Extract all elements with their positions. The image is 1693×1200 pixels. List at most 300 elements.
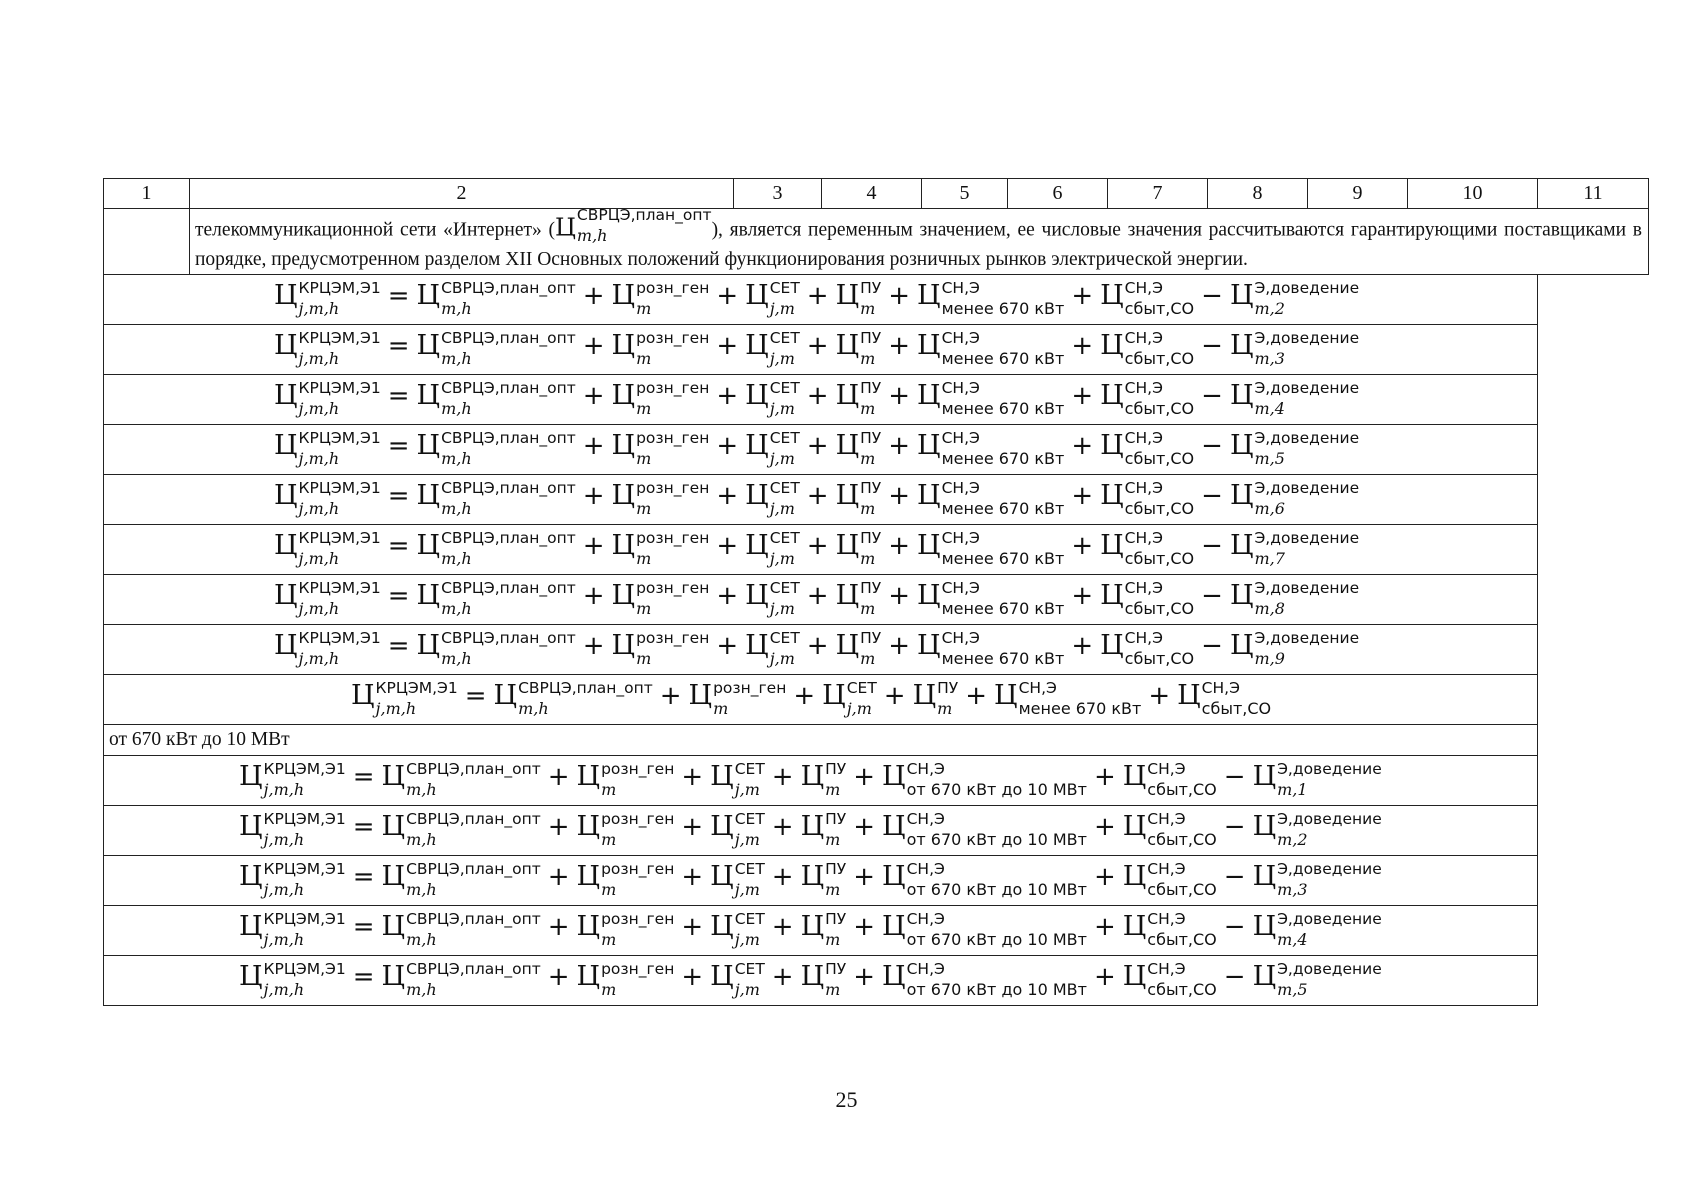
script-pair [636,279,710,318]
subscript: m,4 [1277,929,1308,949]
price-symbol: Ц [745,530,769,562]
subscript: j,m,h [298,448,340,468]
generation-term [611,279,710,318]
script-pair [1147,960,1217,999]
price-symbol: Ц [1252,811,1277,843]
script-pair [406,810,541,849]
formula-row [104,624,1649,674]
plus-sign: + [853,912,876,943]
script-pair [713,679,787,718]
price-symbol: Ц [576,811,601,843]
subscript: j,m [769,298,795,318]
plus-sign: + [771,862,794,893]
script-pair [906,960,1087,999]
subscript: от 670 кВт до 10 МВт [906,779,1087,799]
script-pair [263,910,346,949]
metering-term [835,379,882,418]
subscript: m,h [406,929,437,949]
adjustment-term [1229,429,1360,468]
price-symbol: Ц [688,680,713,712]
section-label-row [104,724,1649,755]
subscript: j,m,h [298,598,340,618]
script-pair [846,679,877,718]
superscript: СН,Э [1124,479,1163,498]
superscript: СН,Э [1124,329,1163,348]
superscript: Э,доведение [1277,860,1382,879]
plus-sign: + [806,431,829,462]
intro-text-start: телекоммуникационной сети «Интернет» ( [195,219,555,241]
superscript: розн_ген [601,760,675,779]
plus-sign: + [716,631,739,662]
sales-term [1122,760,1217,799]
script-pair [636,329,710,368]
superscript: СН,Э [906,810,945,829]
subscript: менее 670 кВт [941,398,1065,418]
script-pair [1124,429,1195,468]
formula-row [104,324,1649,374]
column-number-row [104,179,1649,209]
price-symbol: Ц [576,861,601,893]
superscript: КРЦЭМ,Э1 [298,629,381,648]
script-pair [636,529,710,568]
script-pair [825,960,847,999]
price-symbol: Ц [835,430,860,462]
adjustment-term [1252,810,1382,849]
price-symbol: Ц [745,380,769,412]
superscript: СВРЦЭ,план_опт [406,910,541,929]
plus-sign: + [806,381,829,412]
price-symbol: Ц [800,961,825,993]
script-pair [441,629,576,668]
superscript: КРЦЭМ,Э1 [298,329,381,348]
plus-sign: + [888,581,911,612]
price-symbol: Ц [835,330,860,362]
price-symbol: Ц [239,961,263,993]
superscript: КРЦЭМ,Э1 [298,479,381,498]
formula-row [104,374,1649,424]
plus-sign: + [806,281,829,312]
subscript: j,m,h [263,929,305,949]
superscript: СН,Э [1147,810,1186,829]
adjustment-term [1252,960,1382,999]
subscript: m,h [441,498,472,518]
superscript: розн_ген [636,329,710,348]
price-symbol: Ц [835,280,860,312]
price-symbol: Ц [1229,580,1254,612]
superscript: СН,Э [906,960,945,979]
lhs-term [239,860,346,899]
superscript: СВРЦЭ,план_опт [406,760,541,779]
price-symbol: Ц [1100,530,1124,562]
script-pair [941,329,1065,368]
equals-sign: = [352,862,375,893]
subscript: сбыт,СО [1147,979,1217,999]
price-symbol: Ц [493,680,518,712]
price-symbol: Ц [576,761,601,793]
subscript: m,1 [1277,779,1308,799]
script-pair [825,910,847,949]
superscript: ПУ [860,529,882,548]
capacity-group-term [917,629,1065,668]
price-symbol: Ц [917,580,941,612]
script-pair [769,629,800,668]
subscript: менее 670 кВт [941,448,1065,468]
price-symbol: Ц [239,761,263,793]
script-pair [937,679,959,718]
generation-term [611,429,710,468]
script-pair [1254,429,1360,468]
price-symbol: Ц [611,280,636,312]
formula-row [104,805,1649,855]
subscript: m,5 [1277,979,1308,999]
price-symbol: Ц [239,811,263,843]
script-pair [769,529,800,568]
subscript: j,m [734,829,760,849]
column-number: 4 [822,179,922,209]
column-number: 7 [1108,179,1208,209]
script-pair [1277,760,1382,799]
plus-sign: + [888,281,911,312]
plus-sign: + [582,281,605,312]
subscript: менее 670 кВт [941,498,1065,518]
script-pair [636,579,710,618]
metering-term [800,860,847,899]
sales-term [1100,429,1195,468]
sales-term [1100,579,1195,618]
superscript: СН,Э [1124,579,1163,598]
subscript: сбыт,СО [1124,398,1195,418]
metering-term [800,910,847,949]
script-pair [941,279,1065,318]
formula [274,629,1693,668]
subscript: m [601,879,617,899]
subscript: j,m [734,879,760,899]
group2-formulas [104,755,1649,1005]
capacity-group-term [882,910,1087,949]
price-symbol: Ц [917,280,941,312]
plus-sign: + [681,862,704,893]
superscript: розн_ген [636,279,710,298]
sales-term [1100,279,1195,318]
price-symbol: Ц [416,580,441,612]
subscript: m,h [441,648,472,668]
price-symbol: Ц [1229,280,1254,312]
script-pair [860,279,882,318]
subscript: j,m,h [263,879,305,899]
wholesale-price-term [416,379,576,418]
subscript: сбыт,СО [1147,929,1217,949]
lhs-term [239,910,346,949]
price-symbol: Ц [917,480,941,512]
superscript: СЕТ [769,429,800,448]
script-pair [601,810,675,849]
metering-term [835,529,882,568]
lhs-term [239,760,346,799]
metering-term [800,760,847,799]
subscript: сбыт,СО [1124,498,1195,518]
equals-sign: = [464,681,487,712]
plus-sign: + [547,962,570,993]
minus-sign: − [1223,862,1246,893]
plus-sign: + [888,481,911,512]
superscript: СН,Э [941,379,980,398]
script-pair [441,329,576,368]
script-pair [1147,810,1217,849]
subscript: j,m [769,598,795,618]
superscript: СЕТ [769,329,800,348]
superscript: СН,Э [1124,379,1163,398]
script-pair [636,429,710,468]
formula [274,429,1693,468]
price-symbol: Ц [882,911,906,943]
sales-term [1100,479,1195,518]
final-formula-row [104,674,1649,724]
superscript: СЕТ [846,679,877,698]
price-symbol: Ц [611,480,636,512]
wholesale-price-term [416,579,576,618]
column-number: 1 [104,179,190,209]
sales-term [1100,629,1195,668]
subscript: j,m,h [263,829,305,849]
script-pair [601,860,675,899]
script-pair [1124,279,1195,318]
subscript: менее 670 кВт [1018,698,1142,718]
subscript: сбыт,СО [1124,298,1195,318]
superscript: ПУ [860,279,882,298]
script-pair [263,810,346,849]
generation-term [611,329,710,368]
superscript: СВРЦЭ,план_опт [441,579,576,598]
script-pair [769,429,800,468]
script-pair [636,629,710,668]
column-number: 3 [734,179,822,209]
script-pair [860,379,882,418]
sales-term [1122,960,1217,999]
capacity-group-term [917,379,1065,418]
subscript: m,h [441,548,472,568]
price-symbol: Ц [381,961,406,993]
subscript: от 670 кВт до 10 МВт [906,879,1087,899]
generation-term [611,529,710,568]
wholesale-price-term [493,679,653,718]
formula [351,679,1693,718]
subscript: m [825,929,841,949]
plus-sign: + [1071,481,1094,512]
minus-sign: − [1201,481,1223,512]
plus-sign: + [853,862,876,893]
formula-row [104,274,1649,324]
script-pair [941,529,1065,568]
subscript: m,4 [1254,398,1285,418]
equals-sign: = [352,812,375,843]
superscript: розн_ген [636,379,710,398]
superscript: СН,Э [1201,679,1240,698]
plus-sign: + [1093,762,1116,793]
metering-term [800,960,847,999]
script-pair [734,760,765,799]
script-pair [1124,629,1195,668]
plus-sign: + [1148,681,1171,712]
script-pair [441,429,576,468]
generation-term [576,860,675,899]
lhs-term [239,960,346,999]
script-pair [375,679,458,718]
equals-sign: = [352,962,375,993]
price-symbol: Ц [274,630,298,662]
lhs-term [274,579,381,618]
script-pair [1254,479,1360,518]
price-symbol: Ц [835,630,860,662]
subscript: j,m,h [298,298,340,318]
subscript: сбыт,СО [1147,779,1217,799]
superscript: СН,Э [941,279,980,298]
superscript: Э,доведение [1254,479,1360,498]
metering-term [835,479,882,518]
adjustment-term [1229,529,1360,568]
minus-sign: − [1223,912,1246,943]
price-symbol: Ц [710,811,734,843]
superscript: КРЦЭМ,Э1 [263,810,346,829]
formula [274,279,1693,318]
script-pair [734,910,765,949]
script-pair [769,279,800,318]
plus-sign: + [793,681,816,712]
plus-sign: + [1071,381,1094,412]
capacity-group-term [882,860,1087,899]
generation-term [611,479,710,518]
script-pair [941,479,1065,518]
equals-sign: = [387,381,410,412]
superscript: Э,доведение [1277,910,1382,929]
plus-sign: + [716,531,739,562]
capacity-group-term [917,329,1065,368]
superscript: СЕТ [734,910,765,929]
price-symbol: Ц [912,680,937,712]
lhs-term [274,379,381,418]
price-symbol: Ц [611,580,636,612]
plus-sign: + [681,962,704,993]
page-number: 25 [835,1087,858,1112]
adjustment-term [1252,760,1382,799]
price-symbol: Ц [1229,380,1254,412]
script-pair [860,329,882,368]
formula-row [104,474,1649,524]
superscript: СН,Э [1124,629,1163,648]
superscript: КРЦЭМ,Э1 [263,760,346,779]
network-term [710,960,765,999]
subscript: сбыт,СО [1124,448,1195,468]
superscript: розн_ген [713,679,787,698]
superscript: Э,доведение [1254,629,1360,648]
superscript: СВРЦЭ,план_опт [406,960,541,979]
price-symbol: Ц [882,811,906,843]
price-symbol: Ц [800,761,825,793]
superscript: розн_ген [601,910,675,929]
price-symbol: Ц [611,380,636,412]
script-pair [734,960,765,999]
superscript: СЕТ [734,760,765,779]
generation-term [611,379,710,418]
price-symbol: Ц [1229,330,1254,362]
subscript: m,h [441,298,472,318]
capacity-group-term [882,760,1087,799]
capacity-group-term [882,810,1087,849]
subscript: менее 670 кВт [941,548,1065,568]
minus-sign: − [1201,581,1223,612]
superscript: СЕТ [734,810,765,829]
superscript: Э,доведение [1254,279,1360,298]
script-pair [906,760,1087,799]
script-pair [769,379,800,418]
price-symbol: Ц [882,861,906,893]
minus-sign: − [1201,531,1223,562]
subscript: m [860,348,876,368]
adjustment-term [1229,629,1360,668]
subscript: m [825,979,841,999]
adjustment-term [1252,910,1382,949]
script-pair [1018,679,1142,718]
network-term [745,279,800,318]
superscript: СН,Э [906,860,945,879]
superscript: СН,Э [906,760,945,779]
plus-sign: + [716,381,739,412]
superscript: ПУ [860,629,882,648]
script-pair [1147,760,1217,799]
subscript: m [860,448,876,468]
price-symbol: Ц [274,330,298,362]
lhs-term [274,429,381,468]
script-pair [1201,679,1272,718]
subscript: от 670 кВт до 10 МВт [906,929,1087,949]
subscript: m,h [406,829,437,849]
superscript: СН,Э [941,579,980,598]
formula [239,860,1672,899]
price-symbol: Ц [745,480,769,512]
subscript: m [601,779,617,799]
plus-sign: + [806,631,829,662]
plus-sign: + [1071,431,1094,462]
superscript: СН,Э [941,529,980,548]
price-symbol: Ц [611,630,636,662]
price-symbol: Ц [1100,280,1124,312]
plus-sign: + [681,912,704,943]
formula [274,529,1693,568]
price-symbol: Ц [611,330,636,362]
capacity-group-term [917,429,1065,468]
superscript: розн_ген [636,629,710,648]
superscript: КРЦЭМ,Э1 [298,529,381,548]
plus-sign: + [547,912,570,943]
plus-sign: + [716,481,739,512]
superscript: ПУ [860,329,882,348]
superscript: Э,доведение [1277,960,1382,979]
price-symbol: Ц [416,280,441,312]
subscript: j,m [734,929,760,949]
lhs-term [351,679,458,718]
price-symbol: Ц [416,630,441,662]
plus-sign: + [888,631,911,662]
lhs-term [274,329,381,368]
sales-term [1122,910,1217,949]
subscript: менее 670 кВт [941,298,1065,318]
plus-sign: + [716,331,739,362]
script-pair [406,760,541,799]
subscript: сбыт,СО [1124,648,1195,668]
subscript: m [860,498,876,518]
superscript: СВРЦЭ,план_опт [441,329,576,348]
subscript: j,m,h [298,648,340,668]
plus-sign: + [888,431,911,462]
